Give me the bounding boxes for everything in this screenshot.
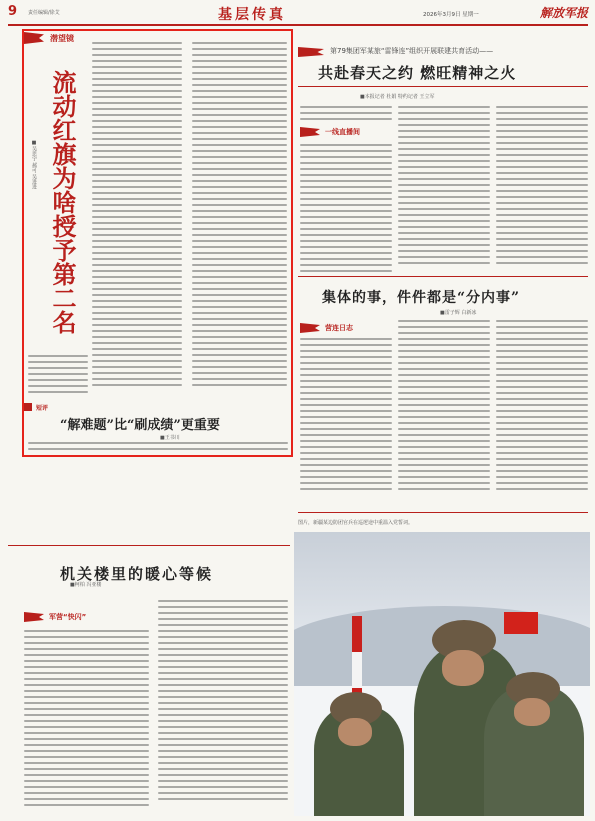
feature-headline: 流动红旗为啥授予第二名: [48, 70, 77, 334]
masthead-rule: [8, 24, 588, 26]
column-label: 潜望镜: [50, 33, 74, 43]
article-body-col1: [24, 630, 149, 810]
section-kicker: 营连日志: [300, 323, 353, 333]
article-byline: ■雷子辉 白新冰: [440, 310, 477, 316]
page-editors: 责任编辑/徐艾: [28, 10, 60, 16]
feature-intro: [28, 355, 88, 397]
article-body-col1b: [300, 144, 392, 276]
section-kicker: 军营“快闪”: [24, 612, 86, 622]
feature-body-col1: [92, 42, 182, 390]
short-comment-label: 短评: [24, 402, 48, 412]
feature-body-col2: [192, 42, 287, 390]
column-tag: [24, 31, 74, 45]
article-body-col1: [300, 338, 392, 494]
feature-byline: ■吴思宇 郝可 吴进进: [31, 140, 37, 190]
section-kicker: 一线直播间: [300, 127, 360, 137]
photo-caption: 图片，新疆某边防团官兵在巡逻途中重温入党誓词。: [298, 520, 414, 526]
article-body-col2: [398, 320, 490, 494]
article-body-col3: [496, 106, 588, 268]
flag-icon: [24, 612, 44, 622]
article-strip-label: 第79集团军某旅“雷锋连”组织开展联建共育活动——: [330, 47, 494, 55]
article-headline: 机关楼里的暖心等候: [60, 565, 214, 583]
article-headline: 集体的事，件件都是“分内事”: [322, 290, 521, 306]
article-byline: ■柯柏 冯亚楼: [70, 582, 102, 588]
section-divider: [298, 276, 588, 277]
article-body-col3: [496, 320, 588, 494]
flag-icon: [300, 323, 320, 333]
article-byline: ■本报记者 杜娟 特约记者 王立军: [360, 94, 435, 100]
article-body-col1: [300, 106, 392, 124]
newspaper-logo: 解放军报: [539, 6, 588, 20]
headline-rule: [298, 86, 588, 87]
flag-icon: [298, 47, 324, 57]
page-number: 9: [8, 4, 18, 19]
section-title: 基层传真: [218, 7, 286, 23]
section-divider: [298, 512, 588, 513]
soldiers-photo: [294, 532, 590, 816]
article-headline: 共赴春天之约 燃旺精神之火: [318, 64, 517, 82]
publication-date: 2026年3月9日 星期一: [423, 12, 479, 18]
flag-icon: [300, 127, 320, 137]
flag-icon: [24, 32, 44, 44]
comment-headline: “解难题”比“刷成绩”更重要: [60, 418, 220, 433]
article-body-col2: [158, 600, 288, 804]
comment-marker-icon: [24, 403, 32, 411]
masthead: [8, 4, 588, 24]
section-divider: [8, 545, 290, 546]
comment-body: [28, 442, 288, 454]
comment-byline: ■王书川: [160, 435, 180, 441]
article-body-col2: [398, 106, 490, 268]
